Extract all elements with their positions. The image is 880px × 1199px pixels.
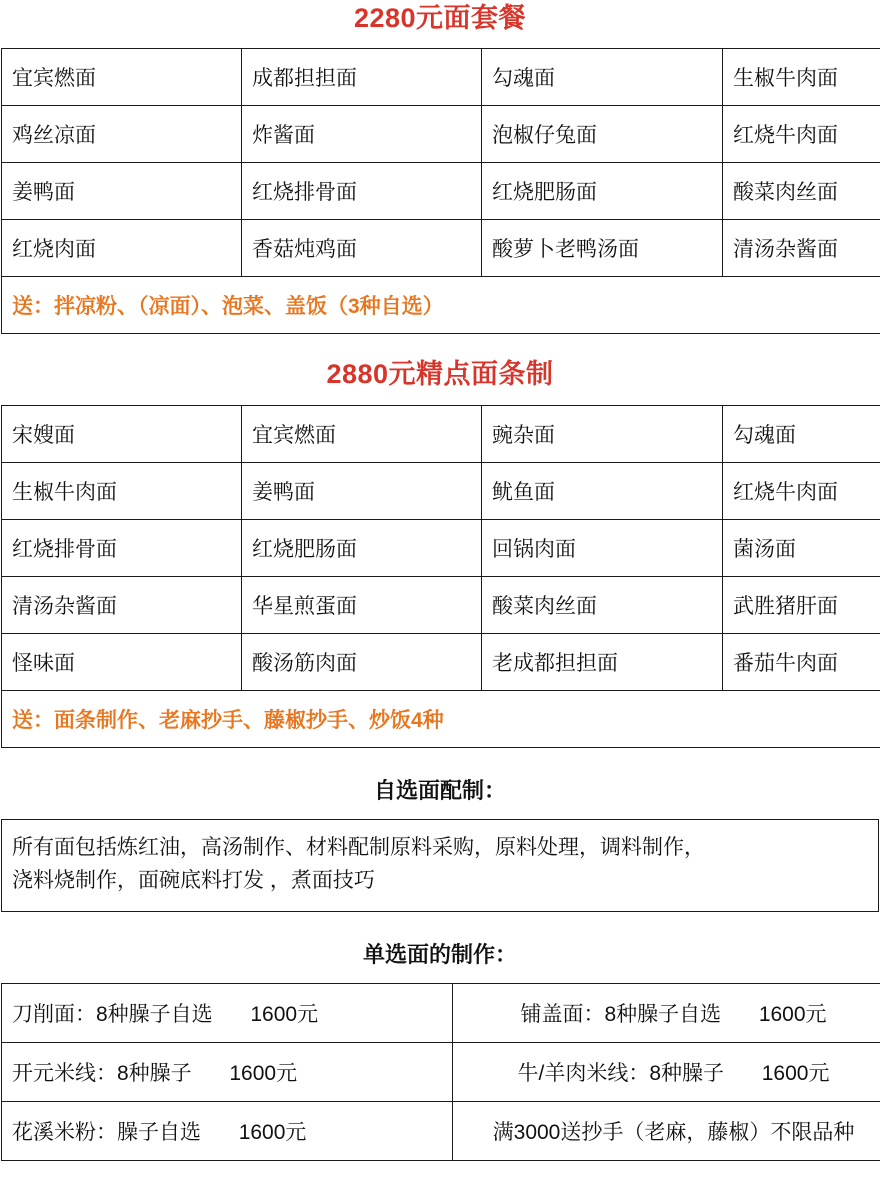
section-1-note: 送：拌凉粉、（凉面）、泡菜、盖饭（3种自选）: [2, 276, 880, 333]
section-2-table: [1, 405, 880, 748]
menu-cell: 姜鸭面: [2, 162, 242, 219]
price-item-value: 1600元: [229, 1062, 298, 1086]
menu-cell: 红烧牛肉面: [723, 463, 880, 520]
menu-cell: 清汤杂酱面: [723, 219, 880, 276]
menu-cell: 鱿鱼面: [482, 463, 723, 520]
table-row: [2, 1102, 880, 1161]
menu-cell: 炸酱面: [242, 105, 482, 162]
menu-cell: 华星煎蛋面: [242, 577, 482, 634]
table-row: [2, 219, 880, 276]
menu-cell: 红烧排骨面: [2, 520, 242, 577]
menu-cell: 勾魂面: [723, 406, 880, 463]
price-item-name: 牛/羊肉米线：8种臊子: [517, 1062, 725, 1086]
menu-cell: 生椒牛肉面: [2, 463, 242, 520]
menu-cell: 回锅肉面: [482, 520, 723, 577]
table-row: [2, 984, 880, 1043]
menu-cell: 番茄牛肉面: [723, 634, 880, 691]
menu-cell: 宜宾燃面: [242, 406, 482, 463]
table-row: [2, 406, 880, 463]
section-2-note: 送：面条制作、老麻抄手、藤椒抄手、炒饭4种: [2, 691, 880, 748]
menu-cell: 武胜猪肝面: [723, 577, 880, 634]
price-item-value: 1600元: [250, 1003, 319, 1027]
menu-cell: 酸萝卜老鸭汤面: [482, 219, 723, 276]
paragraph-line-1: 所有面包括炼红油，高汤制作、材料配制原料采购，原料处理，调料制作，: [12, 836, 705, 860]
menu-cell: 香菇炖鸡面: [242, 219, 482, 276]
section-3-paragraph-box: [1, 819, 879, 912]
price-item-value: 1600元: [758, 1003, 827, 1027]
menu-cell: 酸菜肉丝面: [482, 577, 723, 634]
menu-cell: 成都担担面: [242, 48, 482, 105]
section-1-table: [1, 48, 880, 334]
price-item-name: 铺盖面：8种臊子自选: [520, 1003, 722, 1027]
section-4-price-table: [1, 983, 880, 1161]
price-item-name: 刀削面：8种臊子自选: [12, 1003, 213, 1027]
menu-cell: 姜鸭面: [242, 463, 482, 520]
menu-cell: 鸡丝凉面: [2, 105, 242, 162]
section-3-subtitle: 自选面配制：: [373, 778, 506, 804]
menu-cell: 红烧牛肉面: [723, 105, 880, 162]
menu-cell: 泡椒仔兔面: [482, 105, 723, 162]
menu-cell: 勾魂面: [482, 48, 723, 105]
table-row: [2, 105, 880, 162]
table-row: [2, 520, 880, 577]
table-row: [2, 48, 880, 105]
price-item-name: 开元米线：8种臊子: [12, 1062, 192, 1086]
price-item-value: 1600元: [761, 1062, 830, 1086]
menu-cell: 菌汤面: [723, 520, 880, 577]
table-row: [2, 162, 880, 219]
menu-cell: 酸汤筋肉面: [242, 634, 482, 691]
menu-cell: 清汤杂酱面: [2, 577, 242, 634]
table-row: [2, 577, 880, 634]
paragraph-line-2: 浇料烧制作，面碗底料打发 ，煮面技巧: [12, 868, 375, 892]
promotion-note: 满3000送抄手（老麻，藤椒）不限品种: [492, 1121, 855, 1145]
section-4-subtitle: 单选面的制作：: [362, 942, 517, 968]
price-item-value: 1600元: [238, 1121, 307, 1145]
menu-cell: 酸菜肉丝面: [723, 162, 880, 219]
menu-cell: 怪味面: [2, 634, 242, 691]
table-row: [2, 463, 880, 520]
section-2-title: 2880元精点面条制: [326, 358, 554, 389]
menu-cell: 宜宾燃面: [2, 48, 242, 105]
table-row: [2, 1043, 880, 1102]
menu-cell: 红烧排骨面: [242, 162, 482, 219]
table-row-note: [2, 276, 880, 333]
table-row: [2, 634, 880, 691]
price-item-name: 花溪米粉：臊子自选: [12, 1121, 201, 1145]
table-row-note: [2, 691, 880, 748]
menu-cell: 豌杂面: [482, 406, 723, 463]
menu-cell: 生椒牛肉面: [723, 48, 880, 105]
menu-cell: 宋嫂面: [2, 406, 242, 463]
menu-cell: 红烧肥肠面: [482, 162, 723, 219]
menu-cell: 老成都担担面: [482, 634, 723, 691]
menu-cell: 红烧肉面: [2, 219, 242, 276]
menu-cell: 红烧肥肠面: [242, 520, 482, 577]
section-1-title: 2280元面套餐: [353, 3, 527, 33]
